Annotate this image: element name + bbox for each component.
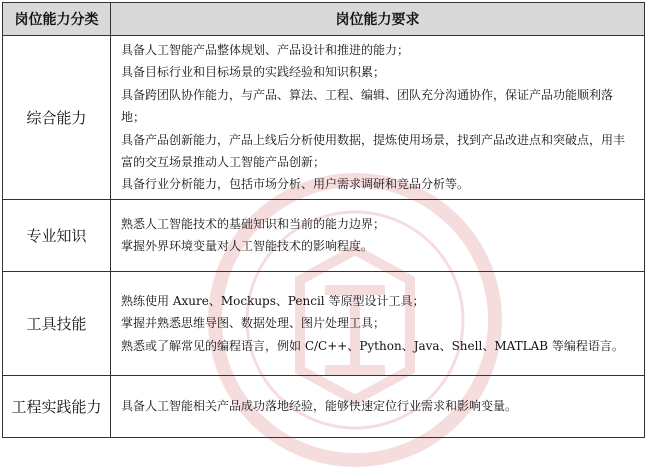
requirement-item: 熟练使用 Axure、Mockups、Pencil 等原型设计工具； (121, 293, 425, 308)
table-row (3, 36, 645, 200)
header-category: 岗位能力分类 (3, 3, 111, 36)
requirement-item: 具备跨团队协作能力，与产品、算法、工程、编辑、团队充分沟通协作，保证产品功能顺利落地； (121, 87, 614, 125)
table-row (3, 199, 645, 271)
requirement-item: 具备人工智能产品整体规划、产品设计和推进的能力； (121, 43, 410, 57)
requirement-item: 掌握并熟悉思维导图、数据处理、图片处理工具； (121, 316, 386, 331)
requirement-item: 具备产品创新能力，产品上线后分析使用数据，提炼使用场景，找到产品改进点和突破点，用丰富的交互场景推动人工智能产品创新； (121, 132, 626, 170)
requirement-item: 具备行业分析能力，包括市场分析、用户需求调研和竞品分析等。 (121, 177, 470, 192)
category-cell: 工具技能 (3, 271, 111, 375)
header-requirements: 岗位能力要求 (111, 3, 645, 36)
requirement-item: 熟悉或了解常见的编程语言，例如 C/C++、Python、Java、Shell、MATLAB 等编程语言。 (121, 338, 624, 353)
table-row (3, 271, 645, 375)
category-cell: 专业知识 (3, 199, 111, 271)
table-row (3, 375, 645, 437)
category-cell: 综合能力 (3, 36, 111, 200)
category-cell: 工程实践能力 (3, 375, 111, 437)
job-ability-table (2, 2, 645, 438)
requirement-item: 具备人工智能相关产品成功落地经验，能够快速定位行业需求和影响变量。 (121, 399, 518, 414)
table-header-row (3, 3, 645, 36)
requirements-cell (111, 199, 645, 271)
requirement-item: 熟悉人工智能技术的基础知识和当前的能力边界； (121, 216, 386, 231)
requirements-cell (111, 271, 645, 375)
requirements-cell (111, 36, 645, 200)
requirements-cell (111, 375, 645, 437)
requirement-item: 具备目标行业和目标场景的实践经验和知识积累； (121, 65, 386, 80)
requirement-item: 掌握外界环境变量对人工智能技术的影响程度。 (121, 239, 374, 254)
